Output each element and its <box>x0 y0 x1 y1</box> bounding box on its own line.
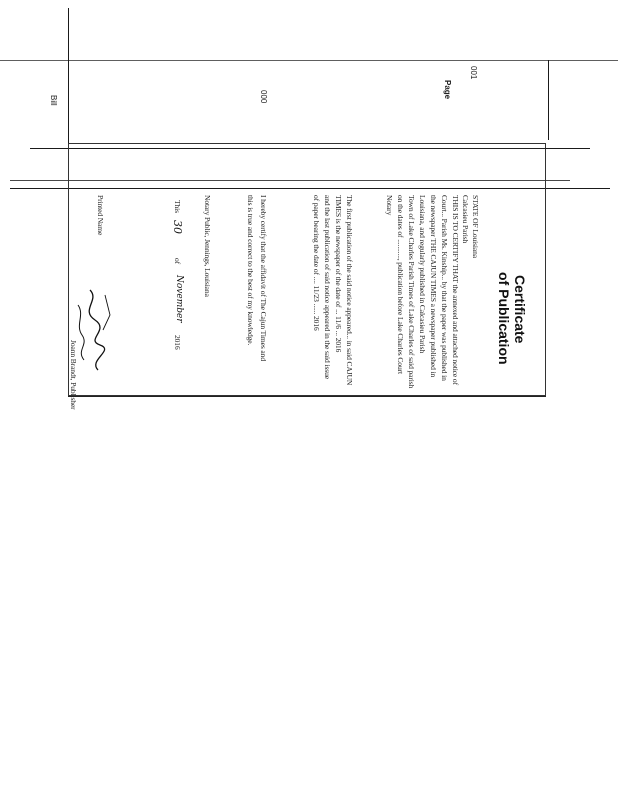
published-line-2: TIMES is the newspaper of the date of ... 11/6 ... 2016 <box>334 195 343 353</box>
date-year: 2016 <box>173 335 182 350</box>
date-month-handwritten: November <box>174 275 184 323</box>
margin-tag-mid-b: 001 <box>469 66 478 80</box>
published-line-1: The first publication of the said notice appeared... in said CAJUN <box>345 195 354 386</box>
margin-tag-left: Bill <box>49 95 58 106</box>
printed-name-label: Printed Name <box>96 195 105 236</box>
date-of-label: of <box>173 258 182 265</box>
published-line-3: and the last publication of said notice appeared in the said issue <box>323 195 332 379</box>
body-line-1: THIS IS TO CERTIFY THAT the annexed and attached notice of <box>451 195 460 385</box>
publisher-label: Joann Brandt, Publisher <box>69 340 78 410</box>
body-line-7: Notary <box>385 195 394 216</box>
certificate-title: Certificate <box>512 275 528 344</box>
date-this-label: This <box>173 200 182 213</box>
published-line-4: of paper bearing the date of .... 11/23 ...... 2016 <box>312 195 321 331</box>
body-line-3: the newspaper THE CAJUN TIMES a newspaper published in <box>429 195 438 378</box>
body-line-6: on the dates of ..........., publication before Lake Charles Court <box>396 195 405 374</box>
witness-line-2: this is true and correct to the best of my knowledge. <box>246 195 255 346</box>
state-line: STATE OF Louisiana <box>471 195 480 259</box>
body-line-2: Court... Parish Ms. Kinship... by that the paper was published in <box>440 195 449 381</box>
scan-edge-right <box>548 60 549 140</box>
certificate-subtitle: of Publication <box>496 272 512 365</box>
body-line-5: Town of Lake Charles Parish Times of Lake Charles of said parish <box>407 195 416 389</box>
footer-rule <box>68 396 546 397</box>
date-day-handwritten: 30 <box>171 220 184 234</box>
notary-label: Notary Public, Jennings, Louisiana <box>203 195 212 297</box>
margin-tag-top-right: Page <box>443 80 452 100</box>
header-rule <box>200 148 546 149</box>
county-line: Calcasieu Parish <box>461 195 470 244</box>
witness-line-1: I hereby certify that the affidavit of The Cajun Times and <box>259 195 268 361</box>
margin-tag-mid-a: 000 <box>259 90 268 104</box>
scan-line-1 <box>0 60 618 61</box>
certificate-frame <box>68 143 546 396</box>
scan-edge-left <box>68 8 69 148</box>
body-line-4: Louisiana, and regularly published in Calcasieu Parish <box>418 195 427 354</box>
